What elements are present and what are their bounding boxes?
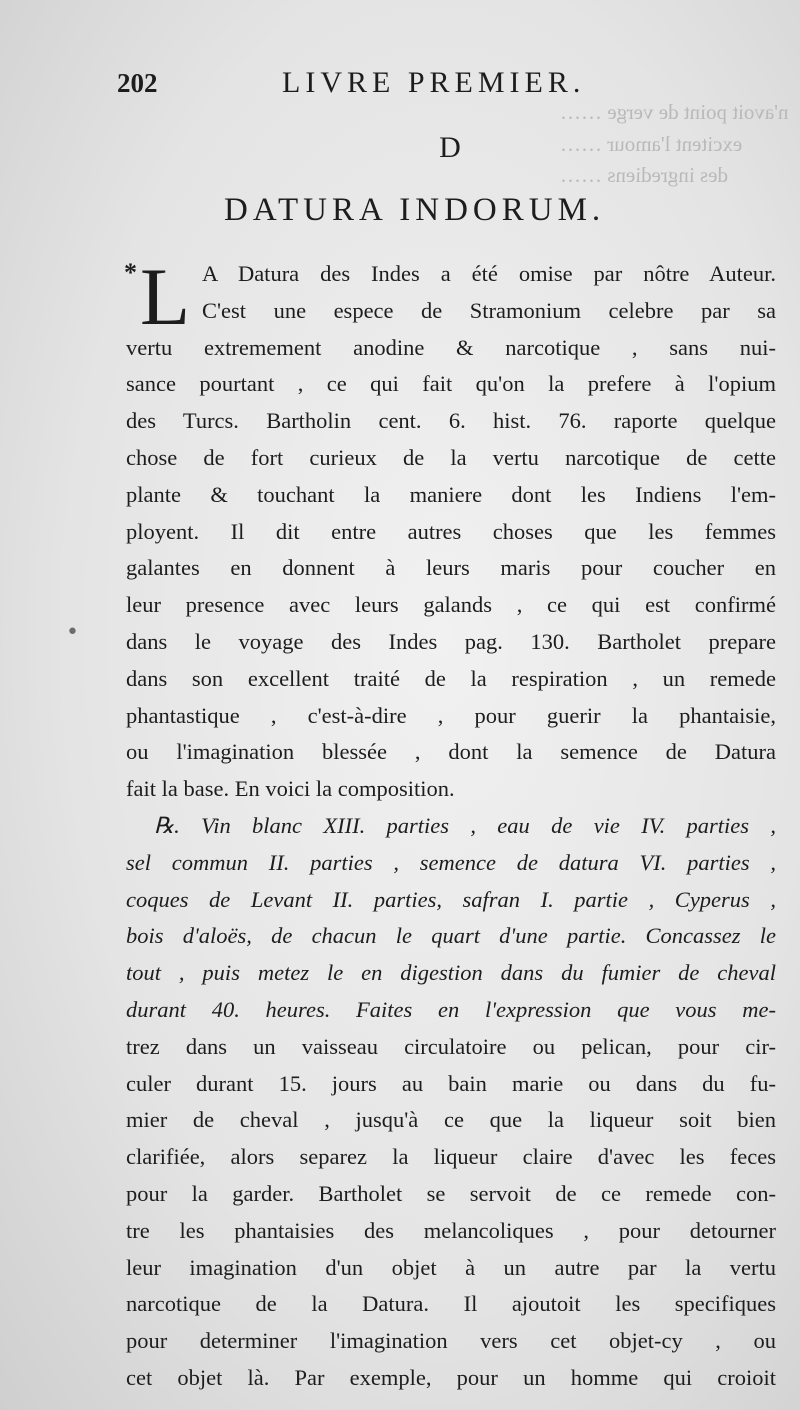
text-line: tre les phantaisies des melancoliques , pour detourner (126, 1217, 776, 1243)
text-line: coques de Levant II. parties, safran I. partie , Cyperus , (126, 886, 776, 912)
text-line: ployent. Il dit entre autres choses que les femmes (126, 518, 776, 544)
text-line: pour la garder. Bartholet se servoit de ce remede con- (126, 1180, 776, 1206)
text-line: dans le voyage des Indes pag. 130. Bartholet prepare (126, 628, 776, 654)
page-header (117, 62, 777, 102)
text-line: clarifiée, alors separez la liqueur claire d'avec les feces (126, 1144, 776, 1170)
text-line: dans son excellent traité de la respiration , un remede (126, 665, 776, 691)
footnote-asterisk: * (124, 258, 137, 287)
text-line: plante & touchant la maniere dont les Indiens l'em- (126, 481, 776, 507)
text-line: durant 40. heures. Faites en l'expression que vous me- (126, 996, 776, 1022)
text-line: A Datura des Indes a été omise par nôtre Auteur. (202, 261, 776, 286)
text-line: ℞. Vin blanc XIII. parties , eau de vie IV. parties , (154, 812, 776, 838)
text-line: chose de fort curieux de la vertu narcotique de cette (126, 444, 776, 470)
text-line: des Turcs. Bartholin cent. 6. hist. 76. raporte quelque (126, 408, 776, 434)
page-number: 202 (117, 68, 158, 98)
text-line: vertu extremement anodine & narcotique , sans nui- (126, 334, 776, 360)
text-line: pour determiner l'imagination vers cet objet-cy , ou (126, 1328, 776, 1354)
text-line: narcotique de la Datura. Il ajoutoit les specifiques (126, 1291, 776, 1317)
text-line: cet objet là. Par exemple, pour un homme qui croioit (126, 1364, 776, 1390)
text-line: ou l'imagination blessée , dont la semence de Datura (126, 739, 776, 765)
text-line: sel commun II. parties , semence de datura VI. parties , (126, 849, 776, 875)
paragraph-1 (126, 251, 776, 808)
body-text (124, 251, 776, 1397)
text-line: bois d'aloës, de chacun le quart d'une partie. Concassez le (126, 923, 776, 949)
section-letter: D (439, 131, 461, 164)
drop-cap: L (140, 251, 191, 342)
text-line: mier de cheval , jusqu'à ce que la liqueur soit bien (126, 1107, 776, 1133)
text-line: C'est une espece de Stramonium celebre par sa (202, 297, 776, 323)
margin-dot: • (66, 620, 79, 645)
text-line: tout , puis metez le en digestion dans du fumier de cheval (126, 960, 776, 986)
running-title: LIVRE PREMIER. (282, 66, 586, 99)
text-line: galantes en donnent à leurs maris pour coucher en (126, 555, 776, 581)
recipe-paragraph (126, 808, 776, 1397)
chapter-title: DATURA INDORUM. (224, 192, 606, 228)
text-line: culer durant 15. jours au bain marie ou dans du fu- (126, 1070, 776, 1096)
text-line: fait la base. En voici la composition. (126, 776, 455, 802)
text-line: leur presence avec leurs galands , ce qui est confirmé (126, 592, 776, 618)
text-line: phantastique , c'est-à-dire , pour guerir la phantaisie, (126, 702, 776, 728)
text-line: leur imagination d'un objet à un autre par la vertu (126, 1254, 776, 1280)
text-line: sance pourtant , ce qui fait qu'on la prefere à l'opium (126, 371, 776, 397)
bleed-through-text: excitent l'amour …… (560, 132, 743, 156)
bleed-through-text: des ingrediens …… (560, 163, 728, 187)
text-line: trez dans un vaisseau circulatoire ou pelican, pour cir- (126, 1033, 776, 1059)
bleed-through-text: n'avoit point de verge …… (560, 100, 789, 124)
